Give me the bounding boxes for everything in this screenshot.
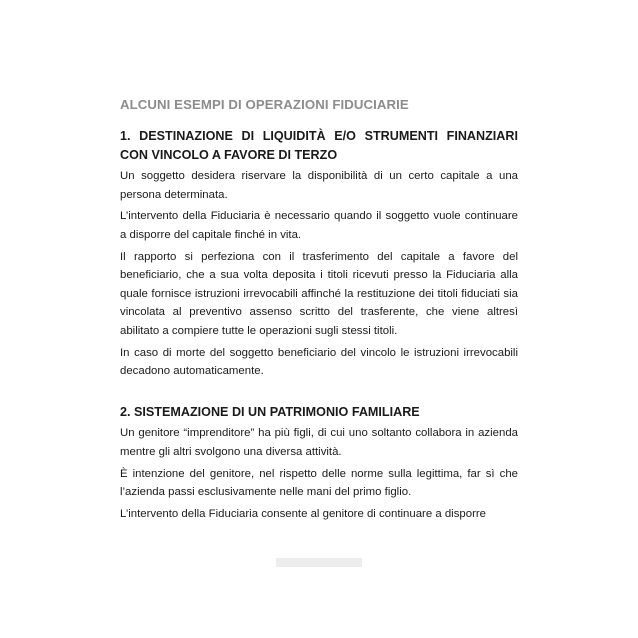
page-footer-bar bbox=[276, 558, 362, 567]
section-1 bbox=[120, 127, 518, 381]
page-heading: ALCUNI ESEMPI DI OPERAZIONI FIDUCIARIE bbox=[120, 97, 409, 112]
section-spacer bbox=[120, 384, 518, 403]
paragraph: L’intervento della Fiduciaria consente al genitore di continuare a disporre bbox=[120, 507, 486, 520]
paragraph: L’intervento della Fiduciaria è necessario quando il soggetto vuole continuare a disporre del capitale finché in vita. bbox=[120, 210, 518, 241]
section-title: 2. SISTEMAZIONE DI UN PATRIMONIO FAMILIARE bbox=[120, 404, 420, 419]
paragraph: Il rapporto si perfeziona con il trasferimento del capitale a favore del beneficiario, che a sua volta deposita i titoli ricevuti presso la Fiduciaria alla quale fornisce istruzioni irrevocabili affinché la restituzione dei titoli fiduciati sia vincolata al preventivo assenso scritto del trasferente, che viene altresì abilitato a compiere tutte le operazioni sugli stessi titoli. bbox=[120, 250, 518, 337]
document-page bbox=[120, 97, 518, 526]
paragraph: È intenzione del genitore, nel rispetto delle norme sulla legittima, far sì che l’azienda passi esclusivamente nelle mani del primo figlio. bbox=[120, 467, 518, 499]
paragraph: Un genitore “imprenditore” ha più figli, di cui uno soltanto collabora in azienda mentre gli altri svolgono una diversa attività. bbox=[120, 427, 518, 458]
paragraph: Un soggetto desidera riservare la disponibilità di un certo capitale a una persona determinata. bbox=[120, 170, 518, 201]
section-title: 1. DESTINAZIONE DI LIQUIDITÀ E/O STRUMENTI FINANZIARI CON VINCOLO A FAVORE DI TERZO bbox=[120, 129, 518, 162]
section-2 bbox=[120, 403, 518, 524]
paragraph: In caso di morte del soggetto beneficiario del vincolo le istruzioni irrevocabili decadono automaticamente. bbox=[120, 346, 518, 378]
